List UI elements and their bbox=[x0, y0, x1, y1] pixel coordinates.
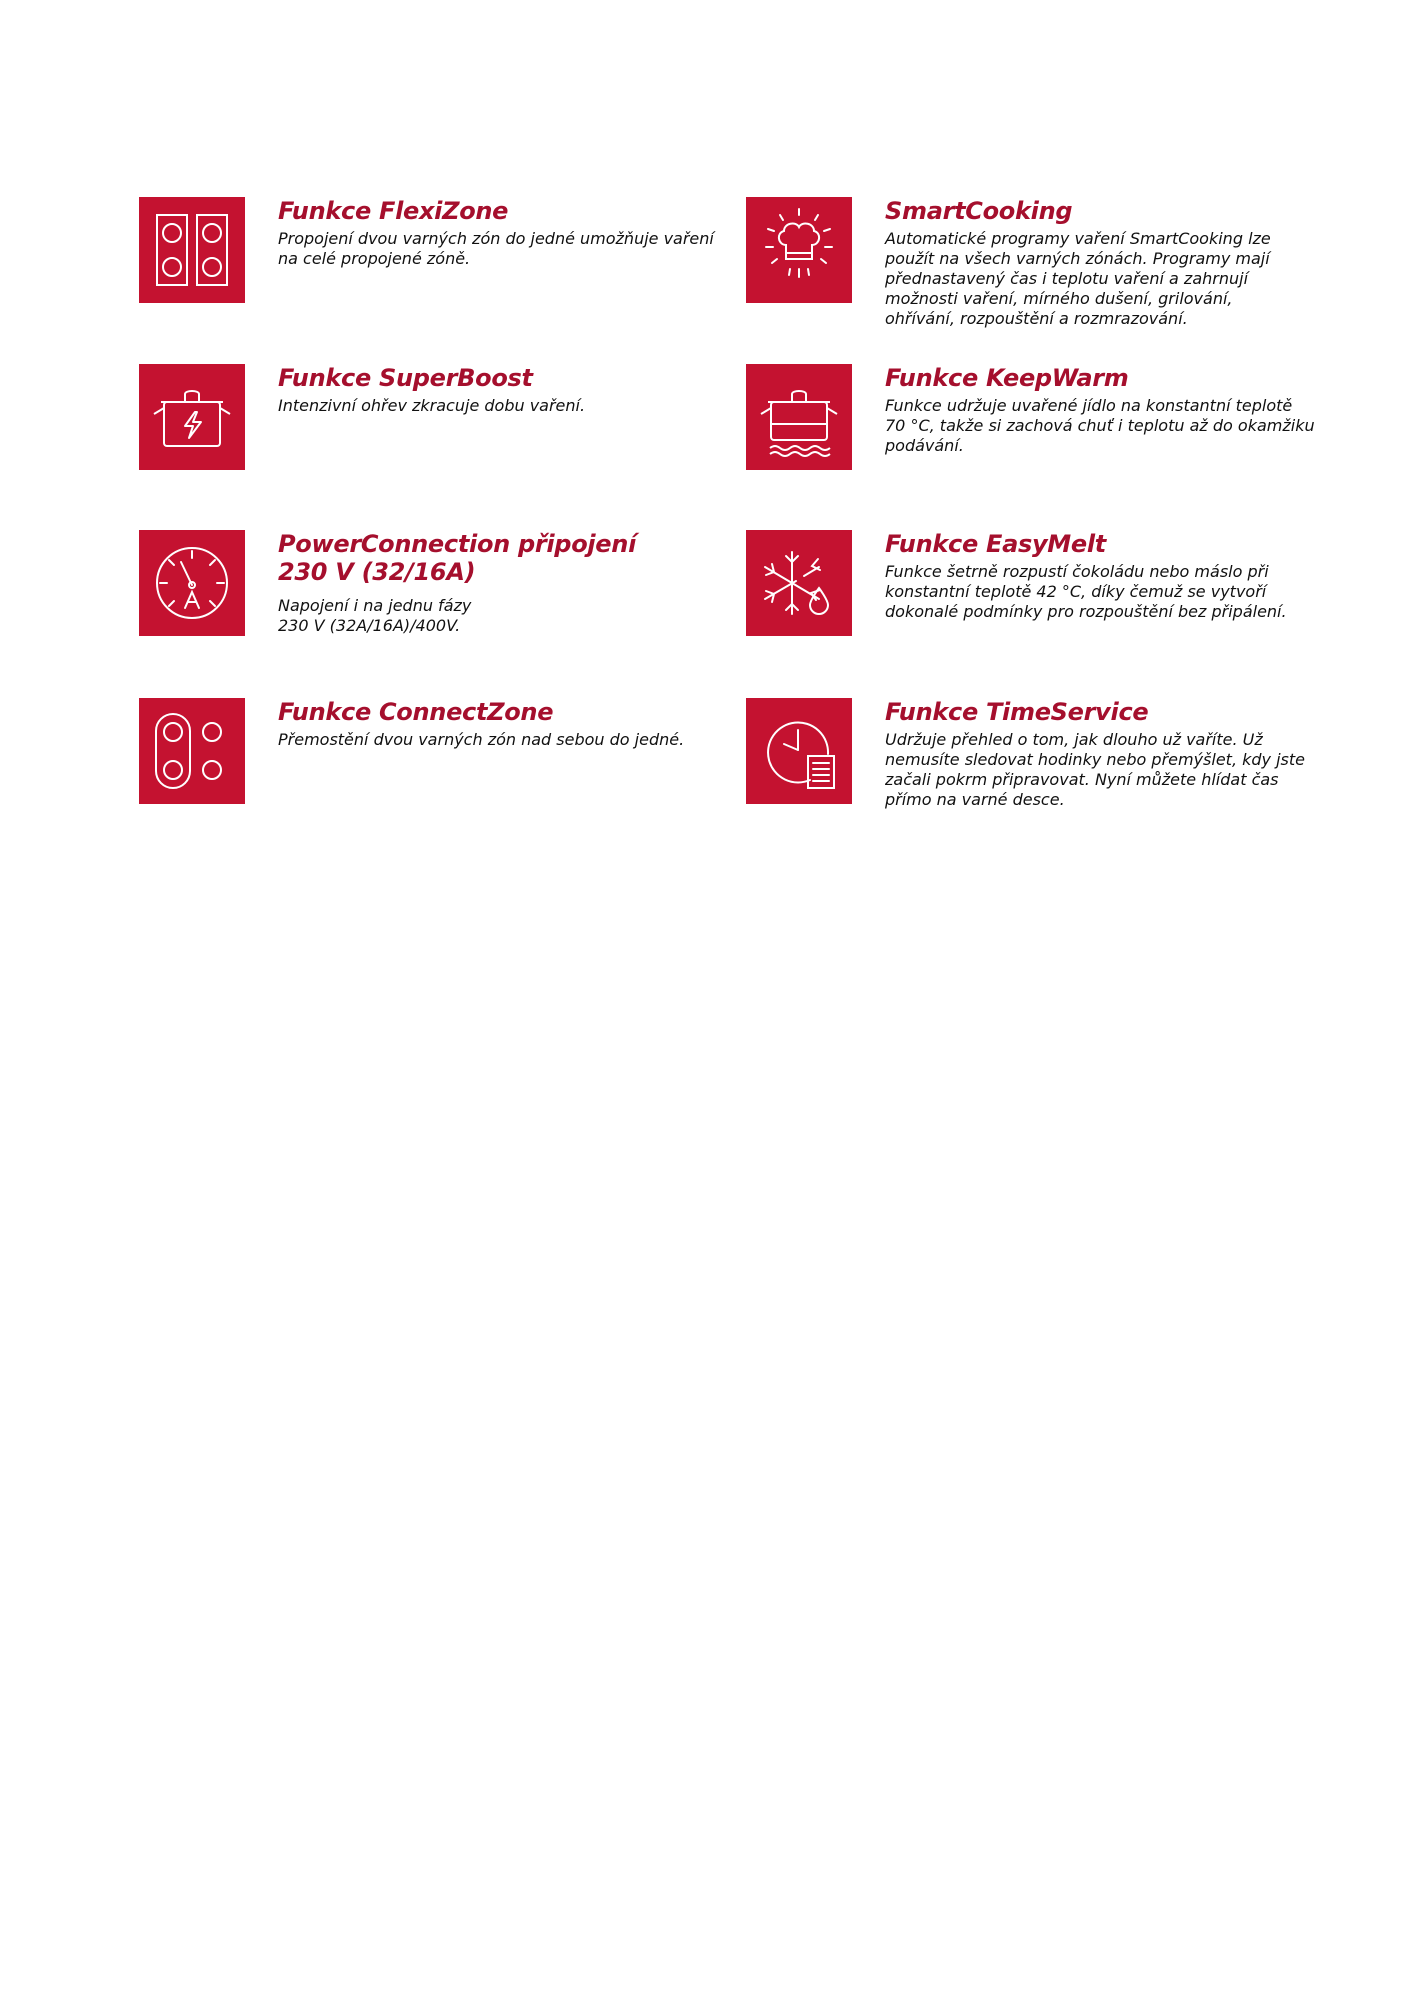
feature-description: Napojení i na jednu fázy 230 V (32A/16A)/400V. bbox=[278, 596, 472, 635]
feature-flexizone bbox=[139, 197, 759, 357]
connectzone-icon bbox=[139, 698, 245, 804]
feature-keepwarm bbox=[746, 364, 1366, 524]
clock-document-icon bbox=[746, 698, 852, 804]
feature-title bbox=[278, 530, 738, 586]
feature-description: Udržuje přehled o tom, jak dlouho už vaříte. Už nemusíte sledovat hodinky nebo přemýšlet, kdy jste začali pokrm připravovat. Nyní můžete hlídat čas přímo na varné desce. bbox=[885, 730, 1305, 809]
feature-timeservice bbox=[746, 698, 1366, 858]
feature-title: Funkce FlexiZone bbox=[278, 197, 509, 225]
feature-title: Funkce EasyMelt bbox=[885, 530, 1106, 558]
feature-connectzone bbox=[139, 698, 759, 858]
snowflake-drop-icon bbox=[746, 530, 852, 636]
feature-title: Funkce TimeService bbox=[885, 698, 1149, 726]
feature-title: Funkce KeepWarm bbox=[885, 364, 1129, 392]
feature-description: Intenzivní ohřev zkracuje dobu vaření. bbox=[278, 396, 586, 415]
feature-title: Funkce ConnectZone bbox=[278, 698, 554, 726]
feature-superboost bbox=[139, 364, 759, 524]
feature-title-line1: PowerConnection připojení bbox=[278, 530, 636, 558]
feature-description: Propojení dvou varných zón do jedné umožňuje vaření na celé propojené zóně. bbox=[278, 229, 714, 268]
feature-description: Funkce šetrně rozpustí čokoládu nebo máslo při konstantní teplotě 42 °C, díky čemuž se vytvoří dokonalé podmínky pro rozpouštění bez připálení. bbox=[885, 562, 1287, 621]
feature-description: Automatické programy vaření SmartCooking lze použít na všech varných zónách. Programy mají přednastavený čas i teplotu vaření a zahrnují možnosti vaření, mírného dušení, grilování, ohřívání, rozpouštění a rozmrazování. bbox=[885, 229, 1271, 328]
pot-warm-icon bbox=[746, 364, 852, 470]
feature-title: Funkce SuperBoost bbox=[278, 364, 533, 392]
flexizone-icon bbox=[139, 197, 245, 303]
feature-title-line2: 230 V (32/16A) bbox=[278, 558, 476, 586]
feature-easymelt bbox=[746, 530, 1366, 690]
ammeter-gauge-icon bbox=[139, 530, 245, 636]
feature-description: Přemostění dvou varných zón nad sebou do jedné. bbox=[278, 730, 685, 749]
chef-hat-icon bbox=[746, 197, 852, 303]
feature-smartcooking bbox=[746, 197, 1366, 357]
feature-powerconnection bbox=[139, 530, 759, 690]
feature-title: SmartCooking bbox=[885, 197, 1073, 225]
pot-lightning-icon bbox=[139, 364, 245, 470]
feature-description: Funkce udržuje uvařené jídlo na konstantní teplotě 70 °C, takže si zachová chuť i teplotu až do okamžiku podávání. bbox=[885, 396, 1315, 455]
